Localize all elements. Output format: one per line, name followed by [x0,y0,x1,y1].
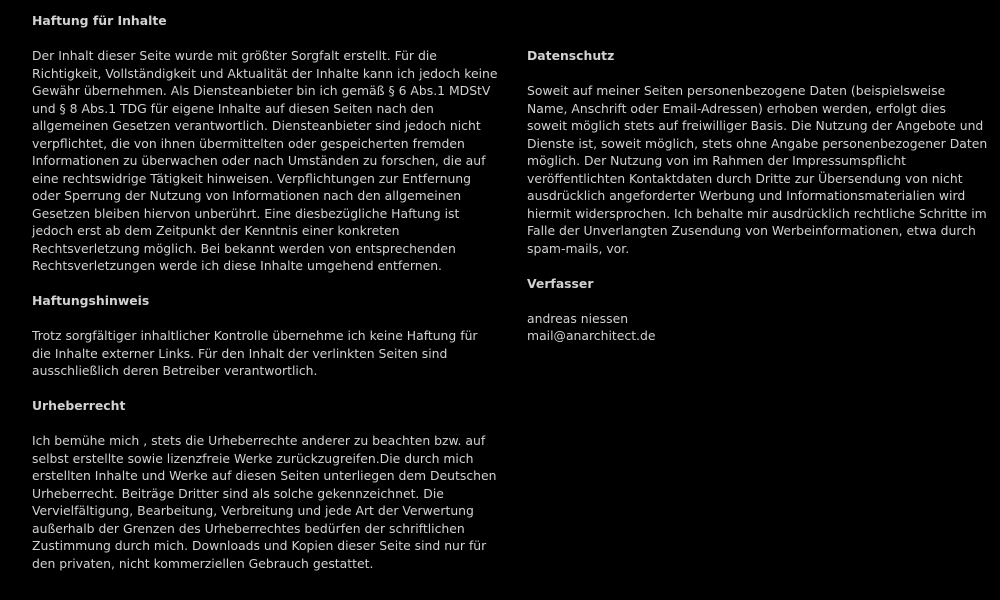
section-haftung-inhalte [32,12,500,275]
heading-verfasser: Verfasser [527,275,594,291]
heading-haftung-inhalte: Haftung für Inhalte [32,13,167,28]
author-name: andreas niessen [527,310,629,326]
section-haftungshinweis [32,292,500,380]
section-urheberrecht [32,397,500,572]
right-column [527,47,989,345]
left-column [32,12,500,572]
author-email-link[interactable]: mail@anarchitect.de [527,328,656,343]
text-urheberrecht: Ich bemühe mich , stets die Urheberrechte anderer zu beachten bzw. auf selbst erstellte sowie lizenzfreie Werke zurückzugreifen.Die durch mich erstellten Inhalte und Werke auf diesen Seiten unterliegen dem Deutschen Urheberrecht. Beiträge Dritter sind als solche gekennzeichnet. Die Vervielfältigung, Bearbeitung, Verbreitung und jede Art der Verwertung außerhalb der Grenzen des Urheberrechtes bedürfen der schriftlichen Zustimmung durch mich. Downloads und Kopien dieser Seite sind nur für den privaten, nicht kommerziellen Gebrauch gestattet. [32,433,497,571]
heading-urheberrecht: Urheberrecht [32,398,126,413]
verfasser-contact [527,310,989,345]
text-haftungshinweis: Trotz sorgfältiger inhaltlicher Kontrolle übernehme ich keine Haftung für die Inhalte externer Links. Für den Inhalt der verlinkten Seiten sind ausschließlich deren Betreiber verantwortlich. [32,328,478,378]
text-haftung-inhalte: Der Inhalt dieser Seite wurde mit größter Sorgfalt erstellt. Für die Richtigkeit, Vollständigkeit und Aktualität der Inhalte kann ich jedoch keine Gewähr übernehmen. Als Diensteanbieter bin ich gemäß § 6 Abs.1 MDStV und § 8 Abs.1 TDG für eigene Inhalte auf diesen Seiten nach den allgemeinen Gesetzen verantwortlich. Diensteanbieter sind jedoch nicht verpflichtet, die von ihnen übermittelten oder gespeicherten fremden Informationen zu überwachen oder nach Umständen zu forschen, die auf eine rechtswidrige Tätigkeit hinweisen. Verpflichtungen zur Entfernung oder Sperrung der Nutzung von Informationen nach den allgemeinen Gesetzen bleiben hiervon unberührt. Eine diesbezügliche Haftung ist jedoch erst ab dem Zeitpunkt der Kenntnis einer konkreten Rechtsverletzung möglich. Bei bekannt werden von entsprechenden Rechtsverletzungen werde ich diese Inhalte umgehend entfernen. [32,48,498,273]
heading-datenschutz: Datenschutz [527,48,615,63]
section-datenschutz [527,47,989,257]
heading-haftungshinweis: Haftungshinweis [32,293,150,308]
section-verfasser [527,275,989,345]
text-datenschutz: Soweit auf meiner Seiten personenbezogene Daten (beispielsweise Name, Anschrift oder Email-Adressen) erhoben werden, erfolgt dies soweit möglich stets auf freiwilliger Basis. Die Nutzung der Angebote und Dienste ist, soweit möglich, stets ohne Angabe personenbezogener Daten möglich. Der Nutzung von im Rahmen der Impressumspflicht veröffentlichten Kontaktdaten durch Dritte zur Übersendung von nicht ausdrücklich angeforderter Werbung und Informationsmaterialien wird hiermit widersprochen. Ich behalte mir ausdrücklich rechtliche Schritte im Falle der Unverlangten Zusendung von Werbeinformationen, etwa durch spam-mails, vor. [527,83,988,256]
